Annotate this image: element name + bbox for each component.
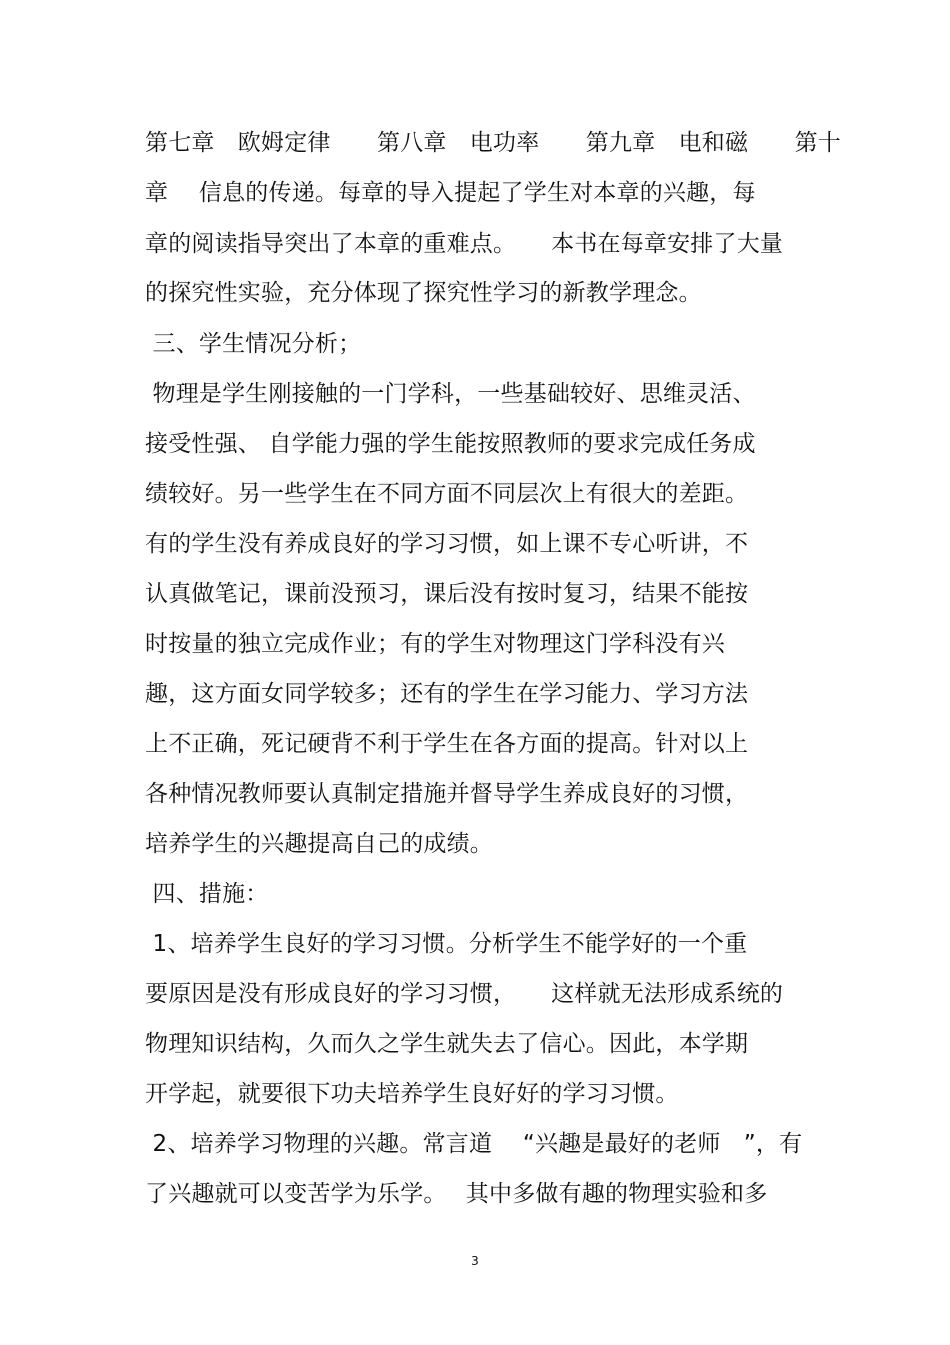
text-line: 1、培养学生良好的学习习惯。分析学生不能学好的一个重	[145, 931, 748, 957]
text-line: 物理是学生刚接触的一门学科，一些基础较好、思维灵活、	[145, 381, 756, 407]
text-line: 接受性强、 自学能力强的学生能按照教师的要求完成任务成	[145, 431, 756, 457]
text-line: 2、培养学习物理的兴趣。常言道 “兴趣是最好的老师 ”，有	[145, 1131, 803, 1157]
text-line: 有的学生没有养成良好的学习习惯，如上课不专心听讲，不	[145, 531, 749, 557]
text-line: 各种情况教师要认真制定措施并督导学生养成良好的习惯，	[145, 781, 749, 807]
text-line: 章的阅读指导突出了本章的重难点。 本书在每章安排了大量	[145, 231, 784, 257]
text-line: 开学起，就要很下功夫培养学生良好好的学习习惯。	[145, 1081, 679, 1107]
text-line: 章 信息的传递。每章的导入提起了学生对本章的兴趣，每	[145, 180, 756, 206]
text-line: 的探究性实验，充分体现了探究性学习的新教学理念。	[145, 280, 702, 306]
page-number: 3	[471, 1254, 479, 1268]
section-heading: 四、措施：	[145, 881, 269, 907]
section-heading: 三、学生情况分析；	[145, 331, 362, 357]
text-line: 趣，这方面女同学较多；还有的学生在学习能力、学习方法	[145, 681, 749, 707]
text-line: 认真做笔记，课前没预习，课后没有按时复习，结果不能按	[145, 581, 749, 607]
text-line: 了兴趣就可以变苦学为乐学。 其中多做有趣的物理实验和多	[145, 1181, 768, 1207]
text-line: 要原因是没有形成良好的学习习惯， 这样就无法形成系统的	[145, 981, 784, 1007]
text-line: 培养学生的兴趣提高自己的成绩。	[145, 831, 493, 857]
text-line: 绩较好。另一些学生在不同方面不同层次上有很大的差距。	[145, 481, 749, 507]
text-line: 上不正确，死记硬背不利于学生在各方面的提高。针对以上	[145, 731, 749, 757]
text-line: 时按量的独立完成作业；有的学生对物理这门学科没有兴	[145, 631, 725, 657]
text-line: 第七章 欧姆定律 第八章 电功率 第九章 电和磁 第十	[145, 130, 841, 156]
text-line: 物理知识结构，久而久之学生就失去了信心。因此，本学期	[145, 1031, 749, 1057]
